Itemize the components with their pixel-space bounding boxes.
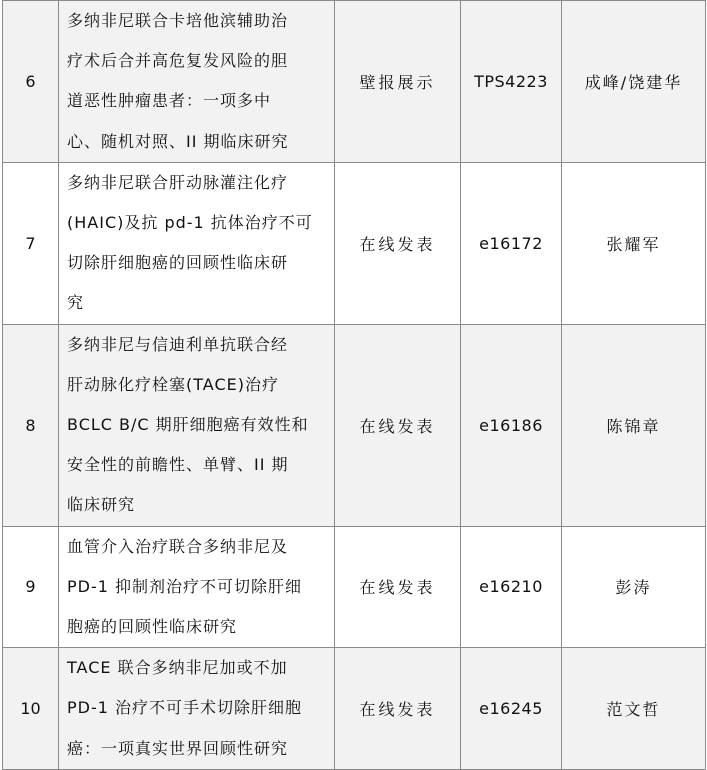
abstract-code-cell bbox=[461, 526, 562, 648]
study-title-line: 多纳非尼联合肝动脉灌注化疗 bbox=[67, 172, 289, 192]
presentation-type: 在线发表 bbox=[359, 416, 436, 436]
study-title-line: (HAIC)及抗 pd-1 抗体治疗不可 bbox=[67, 213, 313, 233]
author-name: 张耀军 bbox=[606, 234, 661, 254]
abstract-code: e16186 bbox=[479, 415, 543, 435]
table-row bbox=[3, 162, 706, 324]
abstract-code-cell bbox=[461, 162, 562, 324]
abstract-code: e16172 bbox=[479, 233, 543, 253]
study-title-line: PD-1 抑制剂治疗不可切除肝细 bbox=[67, 576, 303, 596]
study-title-line: 究 bbox=[67, 293, 85, 313]
author-name: 陈锦章 bbox=[606, 416, 661, 436]
row-number-cell bbox=[3, 648, 59, 770]
study-title-cell bbox=[59, 1, 335, 163]
abstract-code-cell bbox=[461, 1, 562, 163]
study-title-line: BCLC B/C 期肝细胞癌有效性和 bbox=[67, 415, 309, 435]
study-title-line: 胞癌的回顾性临床研究 bbox=[67, 617, 238, 637]
study-title-line: 血管介入治疗联合多纳非尼及 bbox=[67, 536, 289, 556]
study-title-line: 心、随机对照、II 期临床研究 bbox=[67, 131, 289, 151]
presentation-type-cell bbox=[335, 162, 461, 324]
abstract-code-cell bbox=[461, 648, 562, 770]
row-number-cell bbox=[3, 324, 59, 526]
abstract-code: e16210 bbox=[479, 577, 543, 597]
presentation-type: 在线发表 bbox=[359, 234, 436, 254]
table-row bbox=[3, 1, 706, 163]
presentation-type-cell bbox=[335, 648, 461, 770]
study-title-line: 癌：一项真实世界回顾性研究 bbox=[67, 738, 289, 758]
presentation-type-cell bbox=[335, 324, 461, 526]
presentation-type: 在线发表 bbox=[359, 700, 436, 720]
study-table bbox=[2, 0, 706, 770]
author-cell bbox=[562, 162, 706, 324]
author-cell bbox=[562, 648, 706, 770]
author-cell bbox=[562, 526, 706, 648]
study-title-line: 疗术后合并高危复发风险的胆 bbox=[67, 51, 289, 71]
study-title-line: 临床研究 bbox=[67, 495, 136, 515]
table-row bbox=[3, 324, 706, 526]
study-title-line: 肝动脉化疗栓塞(TACE)治疗 bbox=[67, 374, 279, 394]
study-title-cell bbox=[59, 648, 335, 770]
presentation-type: 在线发表 bbox=[359, 578, 436, 598]
study-title-cell bbox=[59, 162, 335, 324]
author-name: 彭涛 bbox=[615, 578, 652, 598]
row-number-cell bbox=[3, 526, 59, 648]
row-number-cell bbox=[3, 1, 59, 163]
table-row bbox=[3, 648, 706, 770]
study-title-line: 道恶性肿瘤患者：一项多中 bbox=[67, 91, 272, 111]
row-number: 9 bbox=[25, 577, 36, 597]
study-title-line: PD-1 治疗不可手术切除肝细胞 bbox=[67, 698, 303, 718]
row-number: 6 bbox=[25, 71, 36, 91]
row-number: 10 bbox=[20, 699, 41, 719]
presentation-type-cell bbox=[335, 1, 461, 163]
study-title-cell bbox=[59, 526, 335, 648]
study-title-cell bbox=[59, 324, 335, 526]
abstract-code: TPS4223 bbox=[474, 71, 548, 91]
row-number: 7 bbox=[25, 233, 36, 253]
study-title-line: 多纳非尼与信迪利单抗联合经 bbox=[67, 334, 289, 354]
table-row bbox=[3, 526, 706, 648]
study-title-line: 多纳非尼联合卡培他滨辅助治 bbox=[67, 11, 289, 30]
study-title-line: TACE 联合多纳非尼加或不加 bbox=[67, 658, 288, 678]
abstract-code: e16245 bbox=[479, 699, 543, 719]
row-number: 8 bbox=[25, 415, 36, 435]
author-cell bbox=[562, 324, 706, 526]
presentation-type: 壁报展示 bbox=[359, 72, 436, 92]
study-title-line: 切除肝细胞癌的回顾性临床研 bbox=[67, 253, 289, 273]
presentation-type-cell bbox=[335, 526, 461, 648]
abstract-code-cell bbox=[461, 324, 562, 526]
author-name: 成峰/饶建华 bbox=[584, 72, 683, 92]
study-title-line: 安全性的前瞻性、单臂、II 期 bbox=[67, 455, 289, 475]
author-cell bbox=[562, 1, 706, 163]
author-name: 范文哲 bbox=[606, 700, 661, 720]
row-number-cell bbox=[3, 162, 59, 324]
